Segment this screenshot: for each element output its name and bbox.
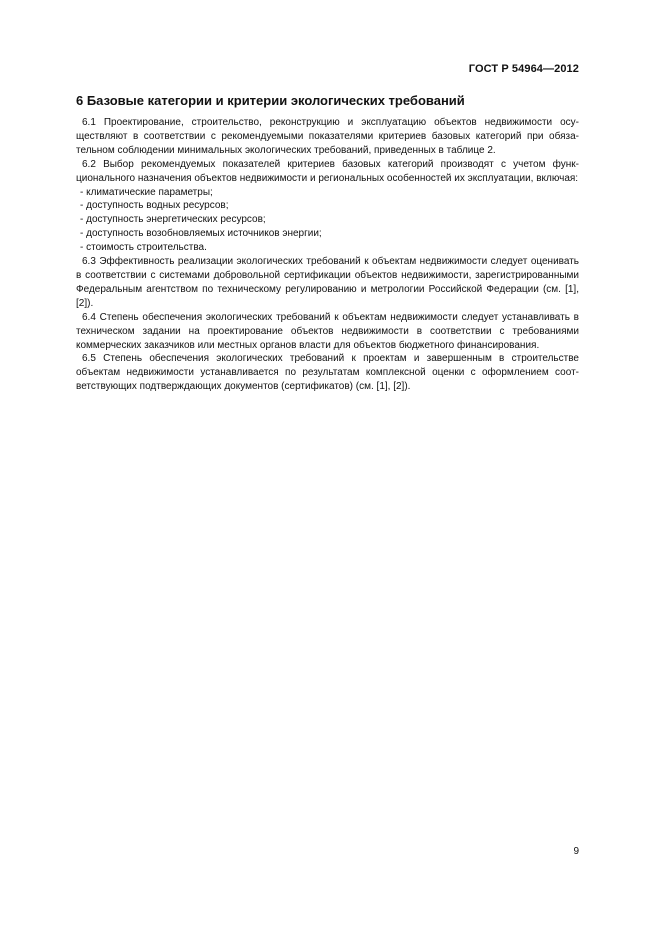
section-title: 6 Базовые категории и критерии экологических требований [76, 93, 465, 108]
list-item: - доступность энергетических ресурсов; [76, 213, 579, 227]
list-item: - стоимость строительства. [76, 241, 579, 255]
section-body [76, 116, 579, 394]
page-number: 9 [573, 846, 579, 857]
criteria-list [76, 186, 579, 256]
list-item: - доступность водных ресурсов; [76, 199, 579, 213]
list-item: - доступность возобновляемых источников энергии; [76, 227, 579, 241]
paragraph-6-5: 6.5 Степень обеспечения экологических требований к проектам и завершенным в строительстве объектам недвижимости устанавливается по результатам комплексной оценки с оформлением соответствующих подтверждающих документов (сертификатов) (см. [1], [2]). [76, 353, 579, 393]
list-item: - климатические параметры; [76, 186, 579, 200]
paragraph-6-3: 6.3 Эффективность реализации экологических требований к объектам недвижимости следует оценивать в соответствии с системами добровольной сертификации объектов недвижимости, зарегистрированными Федеральным агентством по техническому регулированию и метрологии Российской Федерации (см. [1], [2]). [76, 256, 579, 309]
document-code: ГОСТ Р 54964—2012 [468, 63, 579, 75]
paragraph-6-4: 6.4 Степень обеспечения экологических требований к объектам недвижимости следует устанавливать в техническом задании на проектирование объектов недвижимости в соответствии с требованиями коммерческих заказчиков или местных органов власти для объектов бюджетного финансирования. [76, 311, 579, 351]
paragraph-6-2: 6.2 Выбор рекомендуемых показателей критериев базовых категорий производят с учетом функционального назначения объектов недвижимости и региональных особенностей их эксплуатации, включая: [76, 158, 579, 184]
paragraph-6-1: 6.1 Проектирование, строительство, реконструкцию и эксплуатацию объектов недвижимости осуществляют в соответствии с рекомендуемыми показателями критериев базовых категорий при обязательном соблюдении минимальных экологических требований, приведенных в таблице 2. [76, 117, 579, 156]
